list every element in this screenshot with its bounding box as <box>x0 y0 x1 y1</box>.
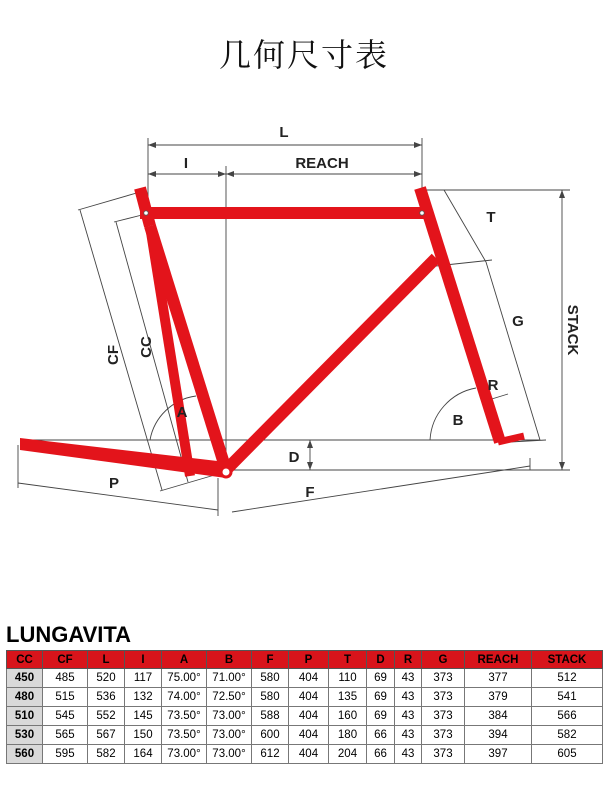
table-cell: 73.50° <box>162 707 207 726</box>
col-header: R <box>395 651 422 669</box>
table-row <box>7 688 603 707</box>
table-cell: 73.00° <box>207 726 252 745</box>
table-row <box>7 745 603 764</box>
table-cell: 66 <box>367 726 395 745</box>
size-cell: 510 <box>7 707 43 726</box>
frame-diagonal-tube <box>226 258 436 470</box>
table-body <box>7 669 603 764</box>
size-cell: 450 <box>7 669 43 688</box>
label-cf: CF <box>105 345 122 365</box>
table-cell: 515 <box>43 688 88 707</box>
label-g: G <box>512 313 524 330</box>
label-d: D <box>288 449 300 466</box>
bottom-bracket <box>221 467 231 477</box>
label-l: L <box>279 124 289 141</box>
model-name: LUNGAVITA <box>6 622 132 647</box>
col-header: G <box>422 651 465 669</box>
table-cell: 595 <box>43 745 88 764</box>
table-cell: 69 <box>367 669 395 688</box>
table-cell: 541 <box>532 688 603 707</box>
col-header: F <box>252 651 289 669</box>
table-cell: 145 <box>125 707 162 726</box>
table-cell: 43 <box>395 669 422 688</box>
label-cc: CC <box>138 336 155 358</box>
table-cell: 404 <box>289 669 329 688</box>
table-cell: 605 <box>532 745 603 764</box>
table-cell: 567 <box>88 726 125 745</box>
table-cell: 404 <box>289 707 329 726</box>
col-header: L <box>88 651 125 669</box>
table-cell: 545 <box>43 707 88 726</box>
table-cell: 43 <box>395 745 422 764</box>
frame-chainstay <box>20 438 226 478</box>
table-cell: 566 <box>532 707 603 726</box>
col-header: B <box>207 651 252 669</box>
table-cell: 404 <box>289 745 329 764</box>
table-cell: 512 <box>532 669 603 688</box>
col-header: D <box>367 651 395 669</box>
col-header: CC <box>7 651 43 669</box>
table-cell: 43 <box>395 726 422 745</box>
col-header: REACH <box>465 651 532 669</box>
table-cell: 379 <box>465 688 532 707</box>
table-row <box>7 726 603 745</box>
dim-line-t <box>444 190 486 262</box>
geometry-table <box>6 650 603 764</box>
table-cell: 75.00° <box>162 669 207 688</box>
table-cell: 485 <box>43 669 88 688</box>
table-cell: 520 <box>88 669 125 688</box>
table-cell: 580 <box>252 669 289 688</box>
table-cell: 180 <box>329 726 367 745</box>
table-cell: 204 <box>329 745 367 764</box>
table-cell: 135 <box>329 688 367 707</box>
table-cell: 404 <box>289 726 329 745</box>
table-cell: 384 <box>465 707 532 726</box>
table-cell: 71.00° <box>207 669 252 688</box>
table-cell: 373 <box>422 688 465 707</box>
angle-arc-a <box>150 396 196 440</box>
table-cell: 582 <box>532 726 603 745</box>
table-cell: 565 <box>43 726 88 745</box>
table-cell: 377 <box>465 669 532 688</box>
table-cell: 73.00° <box>207 745 252 764</box>
table-cell: 582 <box>88 745 125 764</box>
page-title: 几何尺寸表 <box>218 36 389 74</box>
table-cell: 66 <box>367 745 395 764</box>
dim-line-f <box>232 466 530 512</box>
table-header-row <box>7 651 603 669</box>
table-cell: 110 <box>329 669 367 688</box>
table-cell: 69 <box>367 688 395 707</box>
table-row <box>7 669 603 688</box>
col-header: A <box>162 651 207 669</box>
table-cell: 73.50° <box>162 726 207 745</box>
table-cell: 580 <box>252 688 289 707</box>
table-cell: 600 <box>252 726 289 745</box>
table-cell: 117 <box>125 669 162 688</box>
table-cell: 373 <box>422 707 465 726</box>
col-header: STACK <box>532 651 603 669</box>
table-cell: 69 <box>367 707 395 726</box>
table-cell: 73.00° <box>162 745 207 764</box>
frame-geometry-diagram <box>0 100 608 520</box>
label-reach: REACH <box>295 155 349 172</box>
frame-seat-tube <box>420 188 500 442</box>
table-cell: 373 <box>422 726 465 745</box>
size-cell: 560 <box>7 745 43 764</box>
table-cell: 74.00° <box>162 688 207 707</box>
label-a: A <box>176 404 188 421</box>
label-stack: STACK <box>564 304 581 356</box>
table-cell: 394 <box>465 726 532 745</box>
label-b: B <box>452 412 464 429</box>
label-i: I <box>183 155 189 172</box>
table-cell: 552 <box>88 707 125 726</box>
table-cell: 160 <box>329 707 367 726</box>
size-cell: 480 <box>7 688 43 707</box>
table-cell: 397 <box>465 745 532 764</box>
table-cell: 612 <box>252 745 289 764</box>
table-cell: 150 <box>125 726 162 745</box>
table-cell: 536 <box>88 688 125 707</box>
label-p: P <box>108 475 120 492</box>
col-header: P <box>289 651 329 669</box>
size-cell: 530 <box>7 726 43 745</box>
table-cell: 588 <box>252 707 289 726</box>
table-cell: 373 <box>422 745 465 764</box>
table-cell: 164 <box>125 745 162 764</box>
col-header: T <box>329 651 367 669</box>
label-t: T <box>486 209 496 226</box>
table-row <box>7 707 603 726</box>
table-cell: 73.00° <box>207 707 252 726</box>
col-header: I <box>125 651 162 669</box>
label-f: F <box>305 484 315 501</box>
col-header: CF <box>43 651 88 669</box>
table-cell: 132 <box>125 688 162 707</box>
table-cell: 373 <box>422 669 465 688</box>
table-cell: 43 <box>395 707 422 726</box>
table-cell: 72.50° <box>207 688 252 707</box>
label-r: R <box>487 377 499 394</box>
table-cell: 404 <box>289 688 329 707</box>
table-cell: 43 <box>395 688 422 707</box>
